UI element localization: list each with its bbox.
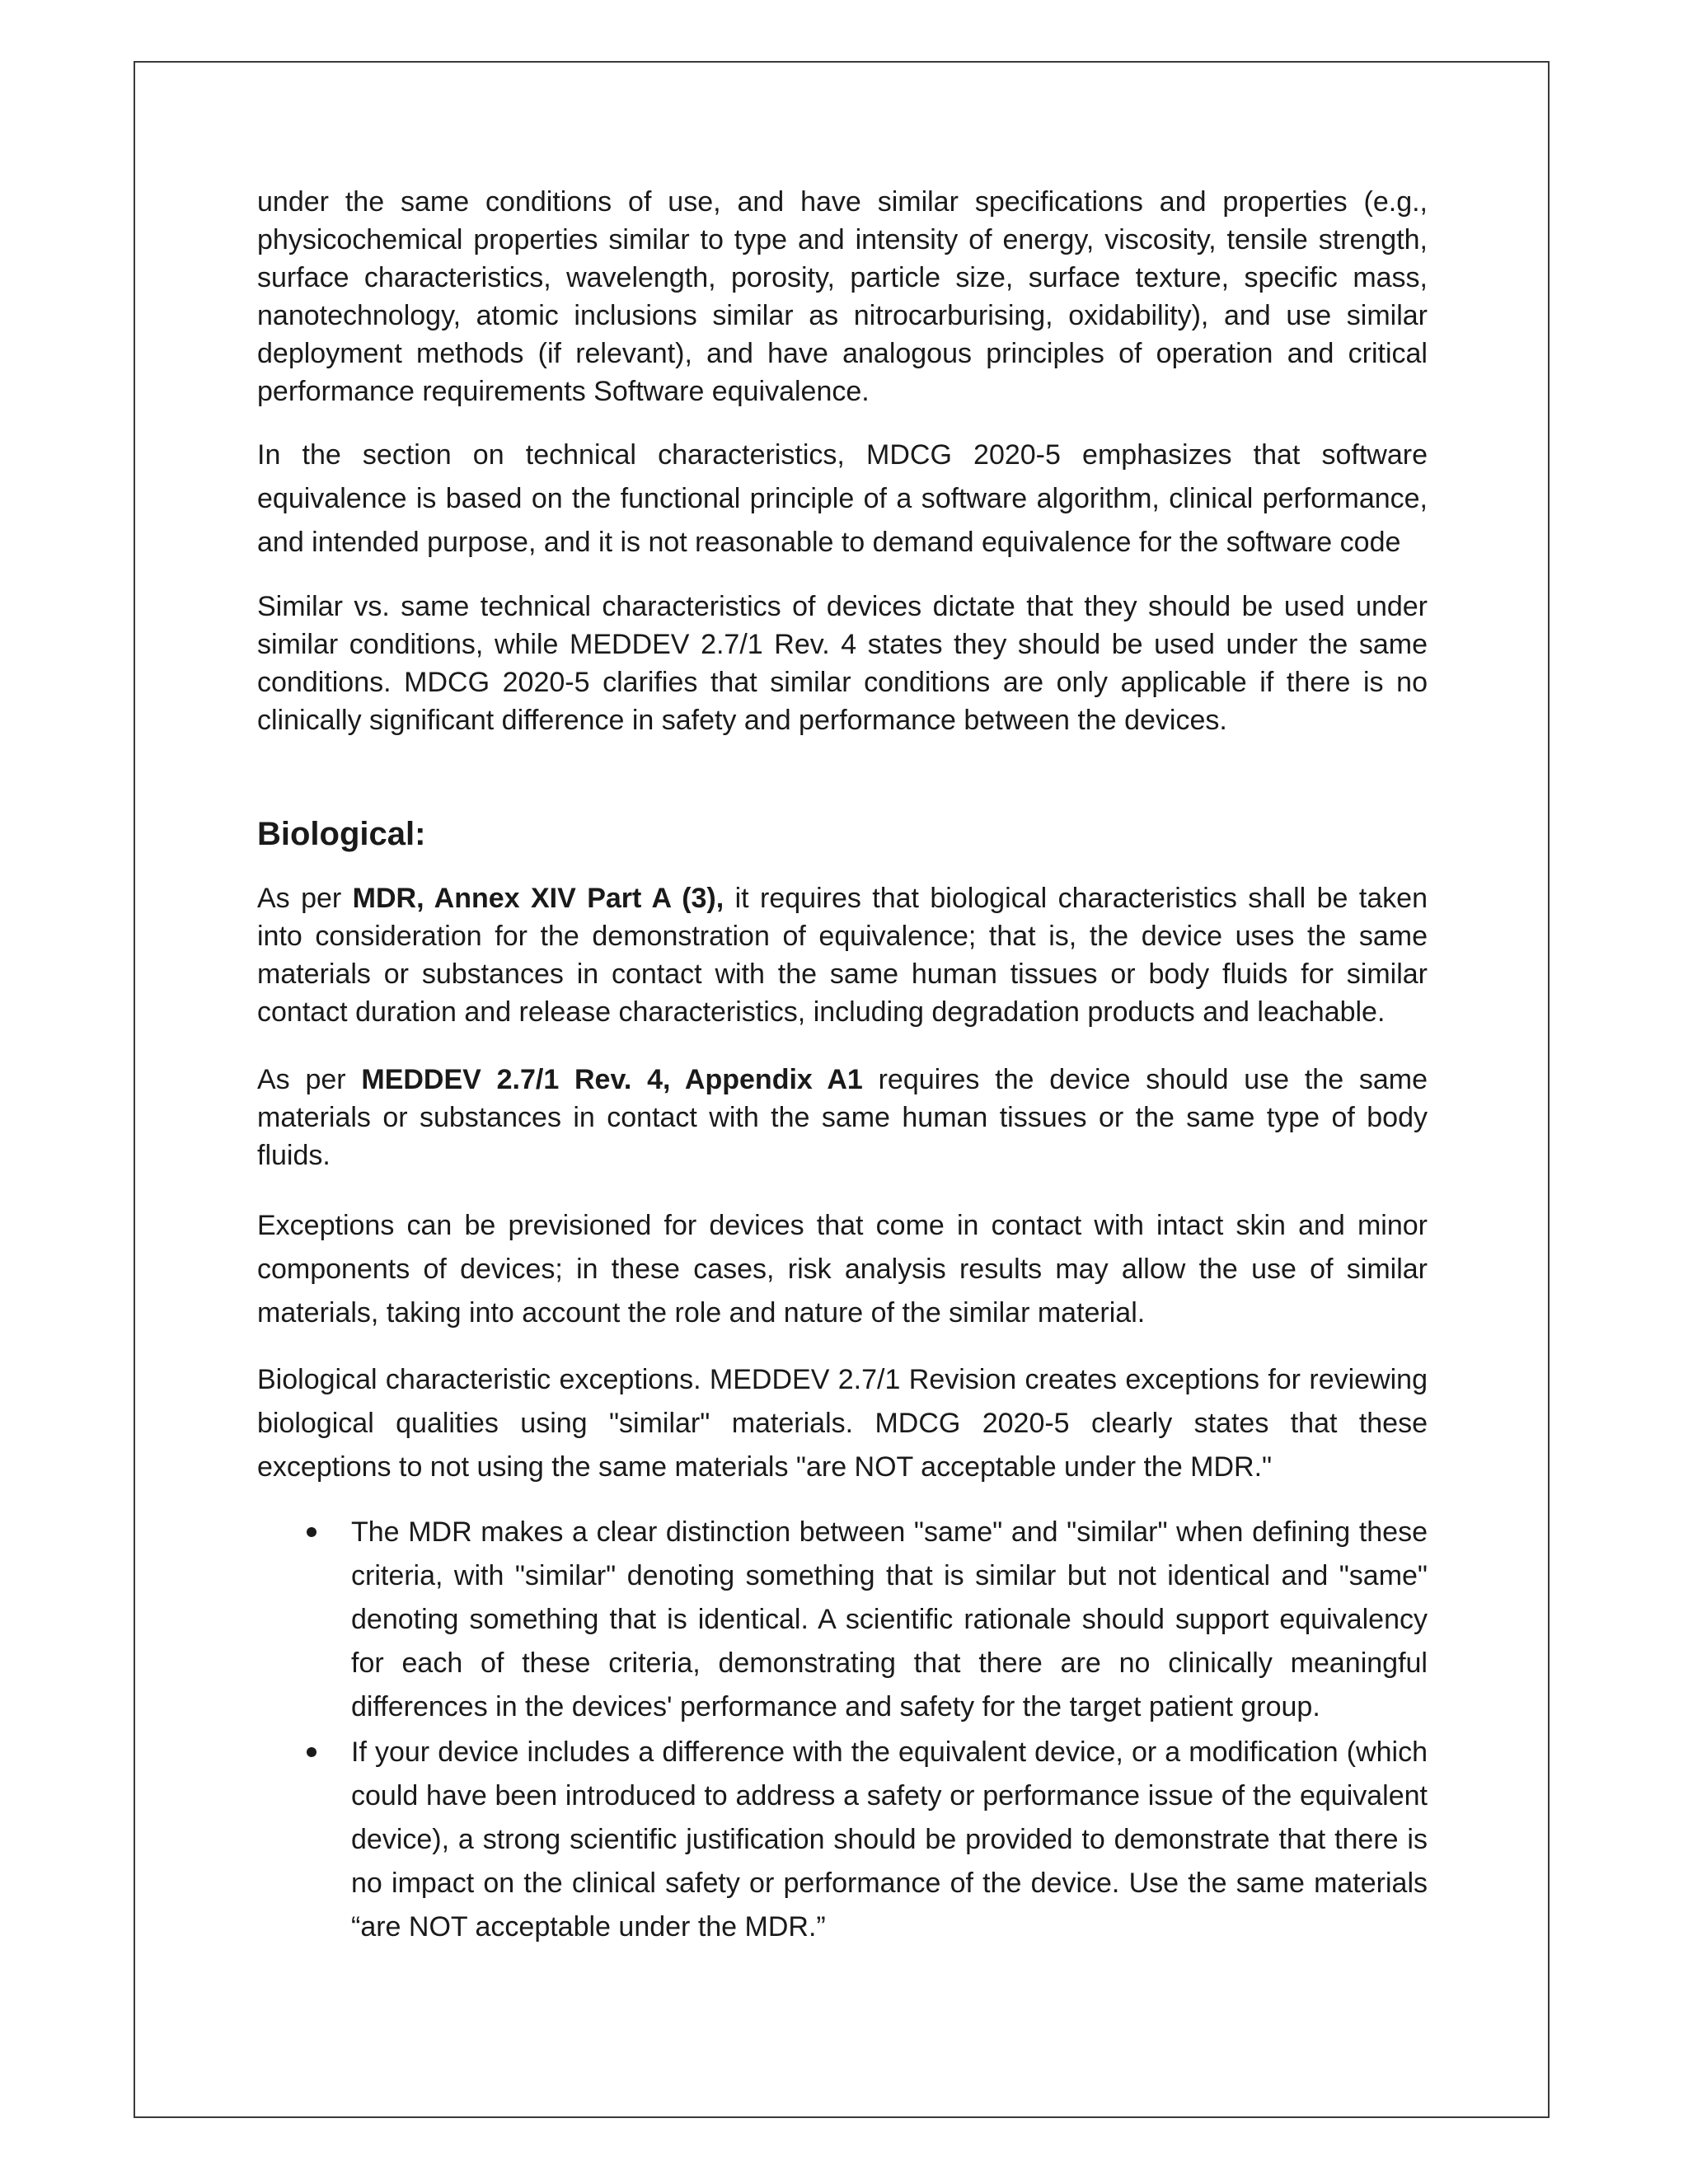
mdr-annex-reference: MDR, Annex XIV Part A (3), xyxy=(352,883,724,914)
section-heading-biological: Biological: xyxy=(257,816,426,852)
bullet-text: If your device includes a difference with the equivalent device, or a modification (which could have been introduced to address a safety or performance issue of the equivalent device), a strong scientific justification should be provided to demonstrate that there is no impact on the clinical safety or performance of the device. Use the same materials “are NOT acceptable under the MDR.” xyxy=(351,1736,1428,1943)
paragraph-biological-exceptions: Biological characteristic exceptions. MEDDEV 2.7/1 Revision creates exceptions for reviewing biological qualities using "similar" materials. MDCG 2020-5 clearly states that these exceptions to not using the same materials "are NOT acceptable under the MDR." xyxy=(257,1364,1428,1483)
paragraph-meddev-appendix xyxy=(257,1061,1428,1174)
paragraph-software-equivalence: In the section on technical characteristics, MDCG 2020-5 emphasizes that software equivalence is based on the functional principle of a software algorithm, clinical performance, and intended purpose, and it is not reasonable to demand equivalence for the software code xyxy=(257,439,1428,558)
bullet-icon xyxy=(307,1527,316,1537)
paragraph-mdr-annex xyxy=(257,879,1428,1031)
meddev-appendix-reference: MEDDEV 2.7/1 Rev. 4, Appendix A1 xyxy=(361,1064,863,1095)
paragraph-exceptions: Exceptions can be previsioned for devices that come in contact with intact skin and minor components of devices; in these cases, risk analysis results may allow the use of similar materials, taking into account the role and nature of the similar material. xyxy=(257,1210,1428,1329)
document-body xyxy=(257,183,1428,1949)
p5-rest: requires the device should use the same materials or substances in contact with the same human tissues or the same type of body fluids. xyxy=(257,1064,1428,1171)
list-item xyxy=(257,1731,1428,1949)
p4-rest: it requires that biological characteristics shall be taken into consideration for the demonstration of equivalence; that is, the device uses the same materials or substances in contact with the same human tissues or body fluids for similar contact duration and release characteristics, including degradation products and leachable. xyxy=(257,883,1428,1028)
bullet-text: The MDR makes a clear distinction between "same" and "similar" when defining these criteria, with "similar" denoting something that is similar but not identical and "same" denoting something that is identical. A scientific rationale should support equivalency for each of these criteria, demonstrating that there are no clinically meaningful differences in the devices' performance and safety for the target patient group. xyxy=(351,1516,1428,1722)
paragraph-similar-vs-same: Similar vs. same technical characteristics of devices dictate that they should be used under similar conditions, while MEDDEV 2.7/1 Rev. 4 states they should be used under the same conditions. MDCG 2020-5 clarifies that similar conditions are only applicable if there is no clinically significant difference in safety and performance between the devices. xyxy=(257,591,1428,736)
p4-prefix: As per xyxy=(257,883,353,914)
list-item xyxy=(257,1511,1428,1729)
p5-prefix: As per xyxy=(257,1064,362,1095)
bullet-icon xyxy=(307,1747,316,1757)
bullet-list xyxy=(257,1511,1428,1949)
paragraph-technical-conditions: under the same conditions of use, and have similar specifications and properties (e.g., physicochemical properties similar to type and intensity of energy, viscosity, tensile strength, surface characteristics, wavelength, porosity, particle size, surface texture, specific mass, nanotechnology, atomic inclusions similar as nitrocarburising, oxidability), and use similar deployment methods (if relevant), and have analogous principles of operation and critical performance requirements Software equivalence. xyxy=(257,186,1428,407)
